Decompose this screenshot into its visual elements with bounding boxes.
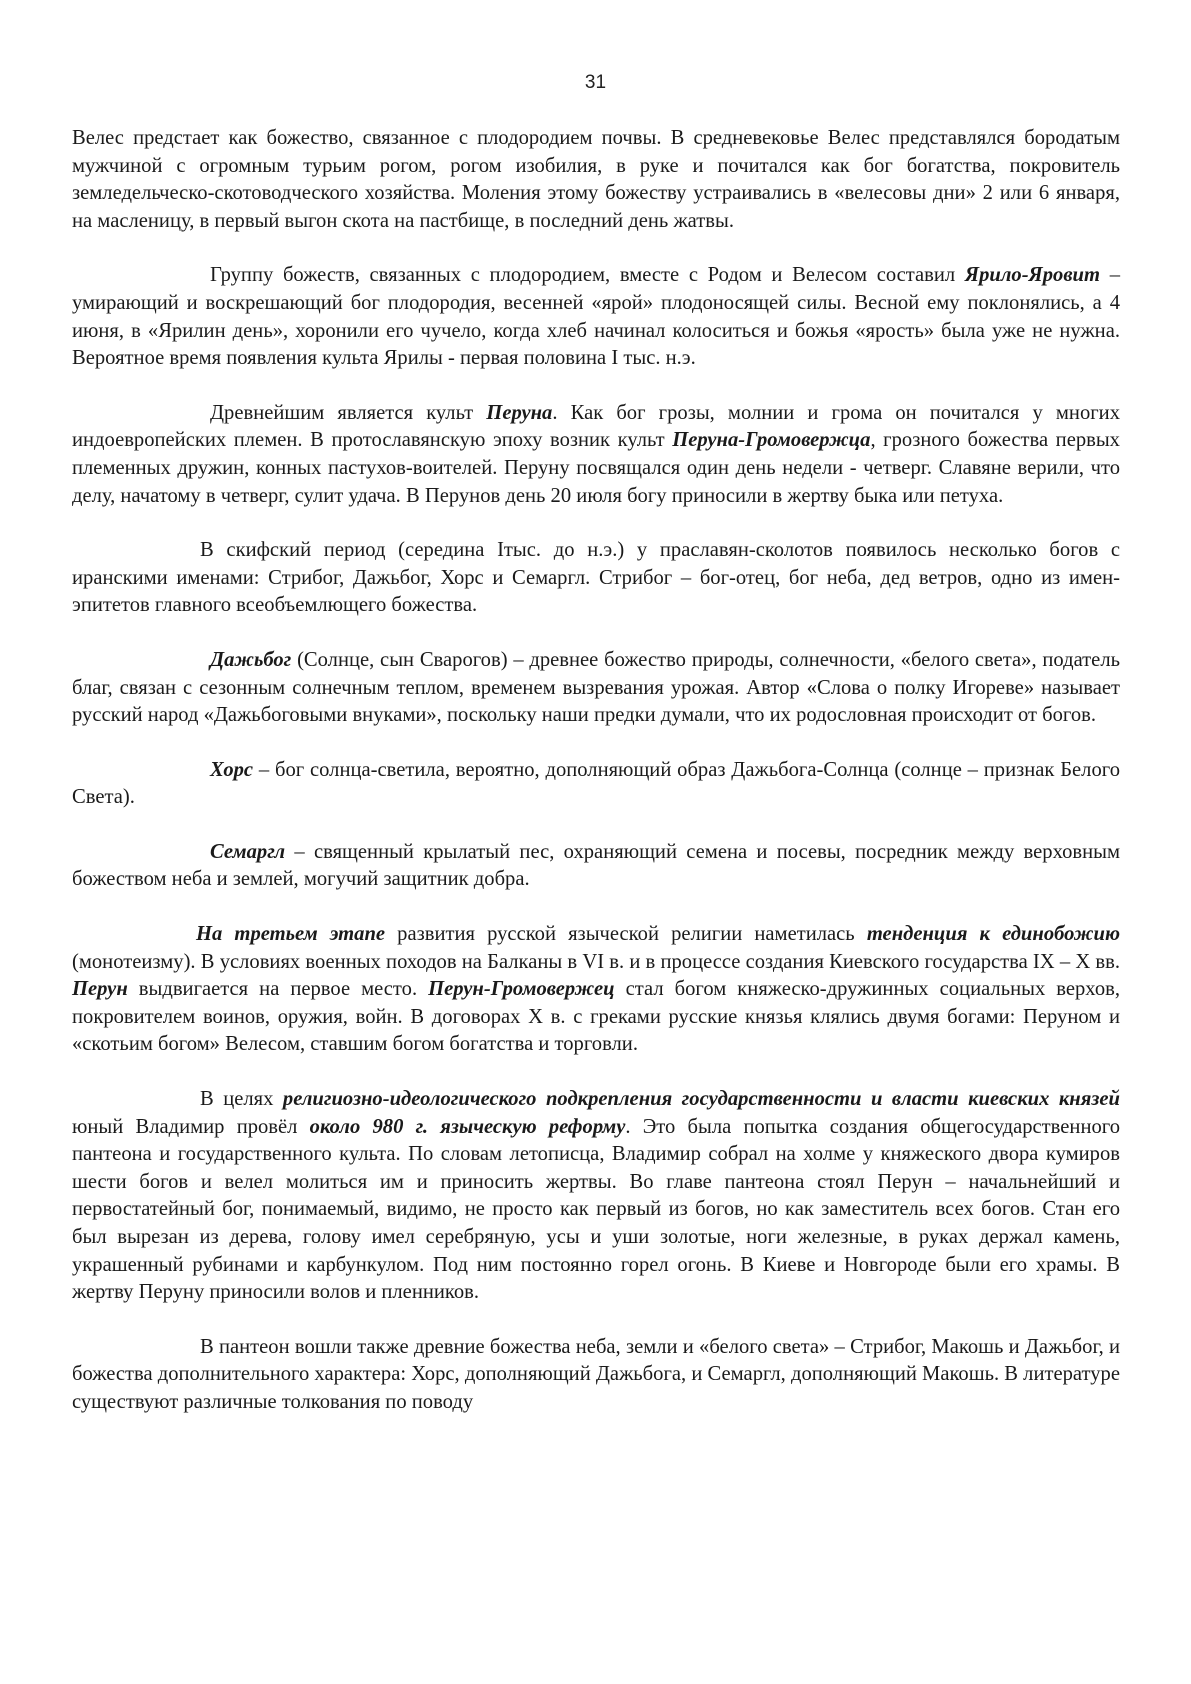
text-run: (Солнце, сын Сварогов) – древнее божество природы, солнечности, «белого света», податель благ, связан с сезонным солнечным теплом, временем вызревания урожая. Автор «Слова о полку Игореве» называет русский народ «Дажьбоговыми внуками», поскольку наши предки думали, что их родословная происходит от богов. — [72, 648, 1120, 727]
text-run: , грозного божества первых племенных дружин, конных пастухов-воителей. Перуну посвящался один день недели - четверг. Славяне верили, что делу, начатому в четверг, сулит удача. В Перунов день 20 июля богу приносили в жертву быка или петуха. — [72, 429, 1120, 507]
text-run: стал богом княжеско-дружинных социальных верхов, покровителем воинов, оружия, войн. В договорах X в. с греками русские князья клялись двумя богами: Перуном и «скотьим богом» Велесом, ставшим богом богатства и торговли. — [72, 978, 1120, 1056]
text-run: – священный крылатый пес, охраняющий семена и посевы, посредник между верховным божеством неба и землей, могучий защитник добра. — [72, 840, 1120, 891]
emphasized-term: Перуна — [486, 401, 553, 424]
text-run: В пантеон вошли также древние божества неба, земли и «белого света» – Стрибог, Макошь и Дажьбог, и божества дополнительного характера: Хорс, дополняющий Дажьбога, и Семаргл, дополняющий Макошь. В литературе существуют различные толкования по поводу — [72, 1335, 1120, 1413]
emphasized-term: около 980 г. языческую реформу — [309, 1115, 626, 1138]
text-run: В целях — [200, 1088, 283, 1111]
text-run: – умирающий и воскрешающий бог плодородия, весенней «ярой» плодоносящей силы. Весной ему поклонялись, а 4 июня, в «Ярилин день», хоронили его чучело, когда хлеб начинал колоситься и божья «ярость» была уже не нужна. Вероятное время появления культа Ярилы - первая половина I тыс. н.э. — [72, 264, 1120, 370]
text-run: Велес предстает как божество, связанное с плодородием почвы. В средневековье Велес представлялся бородатым мужчиной с огромным турьим рогом, рогом изобилия, в руке и почитался как бог богатства, покровитель земледельческо-скотоводческого хозяйства. Моления этому божеству устраивались в «велесовы дни» 2 или 6 января, на масленицу, в первый выгон скота на пастбище, в последний день жатвы. — [72, 127, 1120, 232]
emphasized-term: религиозно-идеологического подкрепления государственности и власти киевских князей — [282, 1088, 1120, 1111]
page-number: 31 — [584, 72, 607, 93]
body-text — [72, 125, 1120, 1444]
emphasized-term: тенденция к единобожию — [866, 923, 1120, 946]
text-run: . Как бог грозы, молнии и грома он почитался у многих индоевропейских племен. В протославянскую эпоху возник культ — [72, 401, 1121, 452]
paragraph — [72, 1334, 1120, 1417]
emphasized-term: На третьем этапе — [196, 923, 386, 946]
text-run: (монотеизму). В условиях военных походов на Балканы в VI в. и в процессе создания Киевского государства IX – X вв. — [72, 950, 1120, 973]
paragraph — [72, 125, 1120, 235]
text-run: Древнейшим является культ — [210, 401, 487, 424]
text-run: юный Владимир провёл — [72, 1115, 310, 1138]
emphasized-term: Ярило-Яровит — [964, 264, 1101, 287]
paragraph — [72, 839, 1120, 894]
paragraph — [72, 537, 1120, 620]
paragraph — [72, 647, 1120, 730]
paragraph — [72, 757, 1120, 812]
emphasized-term: Дажьбог — [210, 648, 292, 671]
text-run: . Это была попытка создания общегосударственного пантеона и государственного культа. По словам летописца, Владимир собрал на холме у княжеского двора кумиров шести богов и велел молиться им и приносить жертвы. Во главе пантеона стоял Перун – начальнейший и первостатейный бог, понимаемый, видимо, не просто как первый из богов, но как заместитель всех богов. Стан его был вырезан из дерева, голову имел серебряную, усы и уши золотые, ноги железные, в руках держал камень, украшенный рубинами и карбункулом. Под ним постоянно горел огонь. В Киеве и Новгороде были его храмы. В жертву Перуну приносили волов и пленников. — [72, 1115, 1120, 1304]
emphasized-term: Перуна-Громовержца — [672, 429, 871, 452]
text-run: развития русской языческой религии наметилась — [385, 923, 867, 946]
paragraph — [72, 1086, 1120, 1307]
emphasized-term: Семаргл — [210, 840, 286, 863]
emphasized-term: Перун — [72, 978, 128, 1001]
emphasized-term: Перун-Громовержец — [428, 978, 615, 1001]
paragraph — [72, 262, 1120, 372]
text-run: Группу божеств, связанных с плодородием, вместе с Родом и Велесом составил — [210, 264, 965, 287]
text-run: – бог солнца-светила, вероятно, дополняющий образ Дажьбога-Солнца (солнце – признак Белого Света). — [72, 758, 1120, 809]
emphasized-term: Хорс — [210, 758, 254, 781]
text-run: В скифский период (середина Iтыс. до н.э.) у праславян-сколотов появилось несколько богов с иранскими именами: Стрибог, Дажьбог, Хорс и Семаргл. Стрибог – бог-отец, бог неба, дед ветров, одно из имен-эпитетов главного всеобъемлющего божества. — [72, 539, 1120, 617]
text-run: выдвигается на первое место. — [127, 978, 429, 1001]
paragraph — [72, 921, 1120, 1059]
paragraph — [72, 400, 1120, 510]
